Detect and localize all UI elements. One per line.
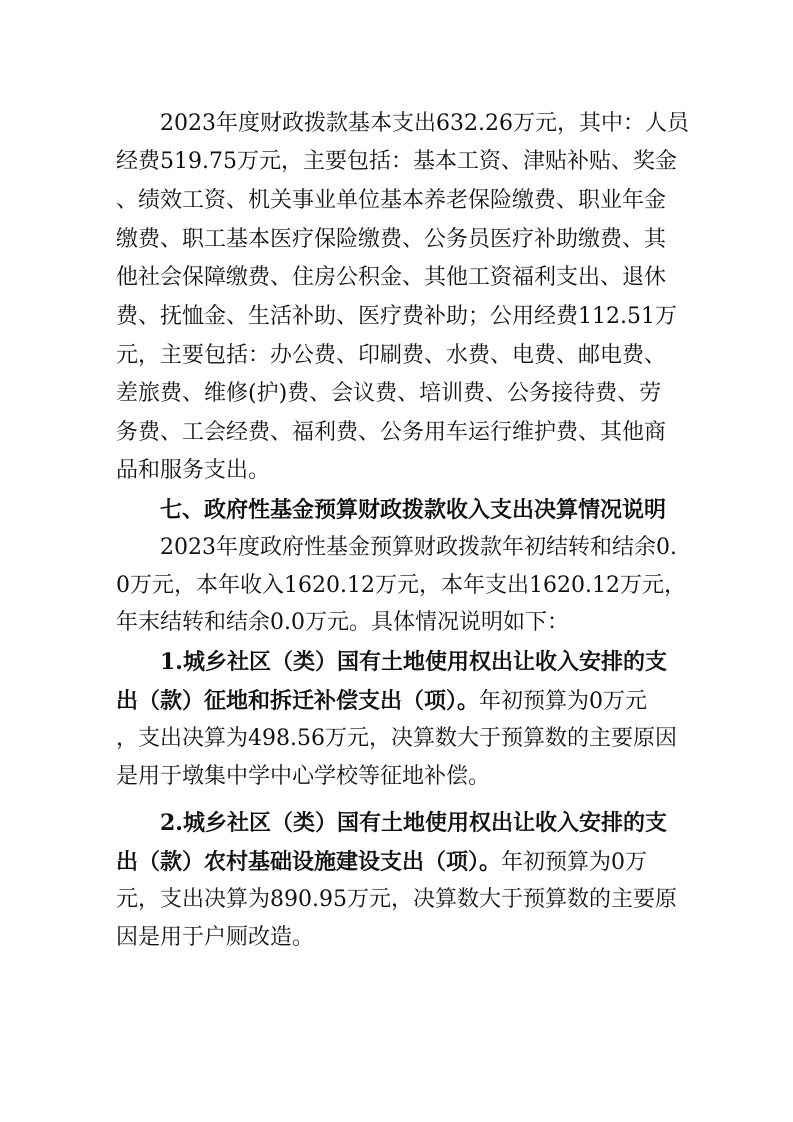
- item-2-budget-text: 年初预算为0万: [501, 850, 648, 875]
- paragraph-2-line-3: 年末结转和结余0.0万元。具体情况说明如下：: [116, 610, 569, 635]
- paragraph-1-line-10: 品和服务支出。: [116, 458, 271, 483]
- paragraph-1-line-3: 、绩效工资、机关事业单位基本养老保险缴费、职业年金: [116, 188, 667, 213]
- paragraph-1-line-5: 他社会保障缴费、住房公积金、其他工资福利支出、退休: [116, 265, 667, 290]
- item-1-line-4: 是用于墩集中学中心学校等征地补偿。: [116, 764, 491, 789]
- paragraph-1-line-1: 2023年度财政拨款基本支出632.26万元，其中：人员: [116, 111, 689, 136]
- item-1-line-3: ，支出决算为498.56万元，决算数大于预算数的主要原因: [116, 726, 677, 751]
- item-2-line-2: [116, 846, 647, 878]
- paragraph-1-line-8: 差旅费、维修(护)费、会议费、培训费、公务接待费、劳: [116, 381, 662, 406]
- item-2-title-line-2: 出（款）农村基础设施建设支出（项）。: [116, 849, 502, 875]
- paragraph-2-line-2: 0万元，本年收入1620.12万元，本年支出1620.12万元，: [116, 573, 686, 598]
- paragraph-1-line-6: 费、抚恤金、生活补助、医疗费补助；公用经费112.51万: [116, 304, 677, 329]
- item-2-line-3: 元，支出决算为890.95万元，决算数大于预算数的主要原: [116, 887, 677, 912]
- section-heading-7: 七、政府性基金预算财政拨款收入支出决算情况说明: [116, 497, 667, 523]
- paragraph-2-line-1: 2023年度政府性基金预算财政拨款年初结转和结余0.: [116, 535, 677, 560]
- paragraph-1-line-2: 经费519.75万元，主要包括：基本工资、津贴补贴、奖金: [116, 149, 677, 174]
- paragraph-1-line-9: 务费、工会经费、福利费、公务用车运行维护费、其他商: [116, 420, 667, 445]
- paragraph-1-line-4: 缴费、职工基本医疗保险缴费、公务员医疗补助缴费、其: [116, 227, 667, 252]
- item-2-line-4: 因是用于户厕改造。: [116, 925, 315, 950]
- item-1-line-2: [116, 685, 647, 717]
- item-1-title-line-2: 出（款）征地和拆迁补偿支出（项）。: [116, 688, 480, 714]
- item-2-title-line-1: 2.城乡社区（类）国有土地使用权出让收入安排的支: [116, 810, 667, 836]
- item-1-title-line-1: 1.城乡社区（类）国有土地使用权出让收入安排的支: [116, 649, 667, 675]
- paragraph-1-line-7: 元，主要包括：办公费、印刷费、水费、电费、邮电费、: [116, 343, 667, 368]
- item-1-budget-text: 年初预算为0万元: [479, 689, 648, 714]
